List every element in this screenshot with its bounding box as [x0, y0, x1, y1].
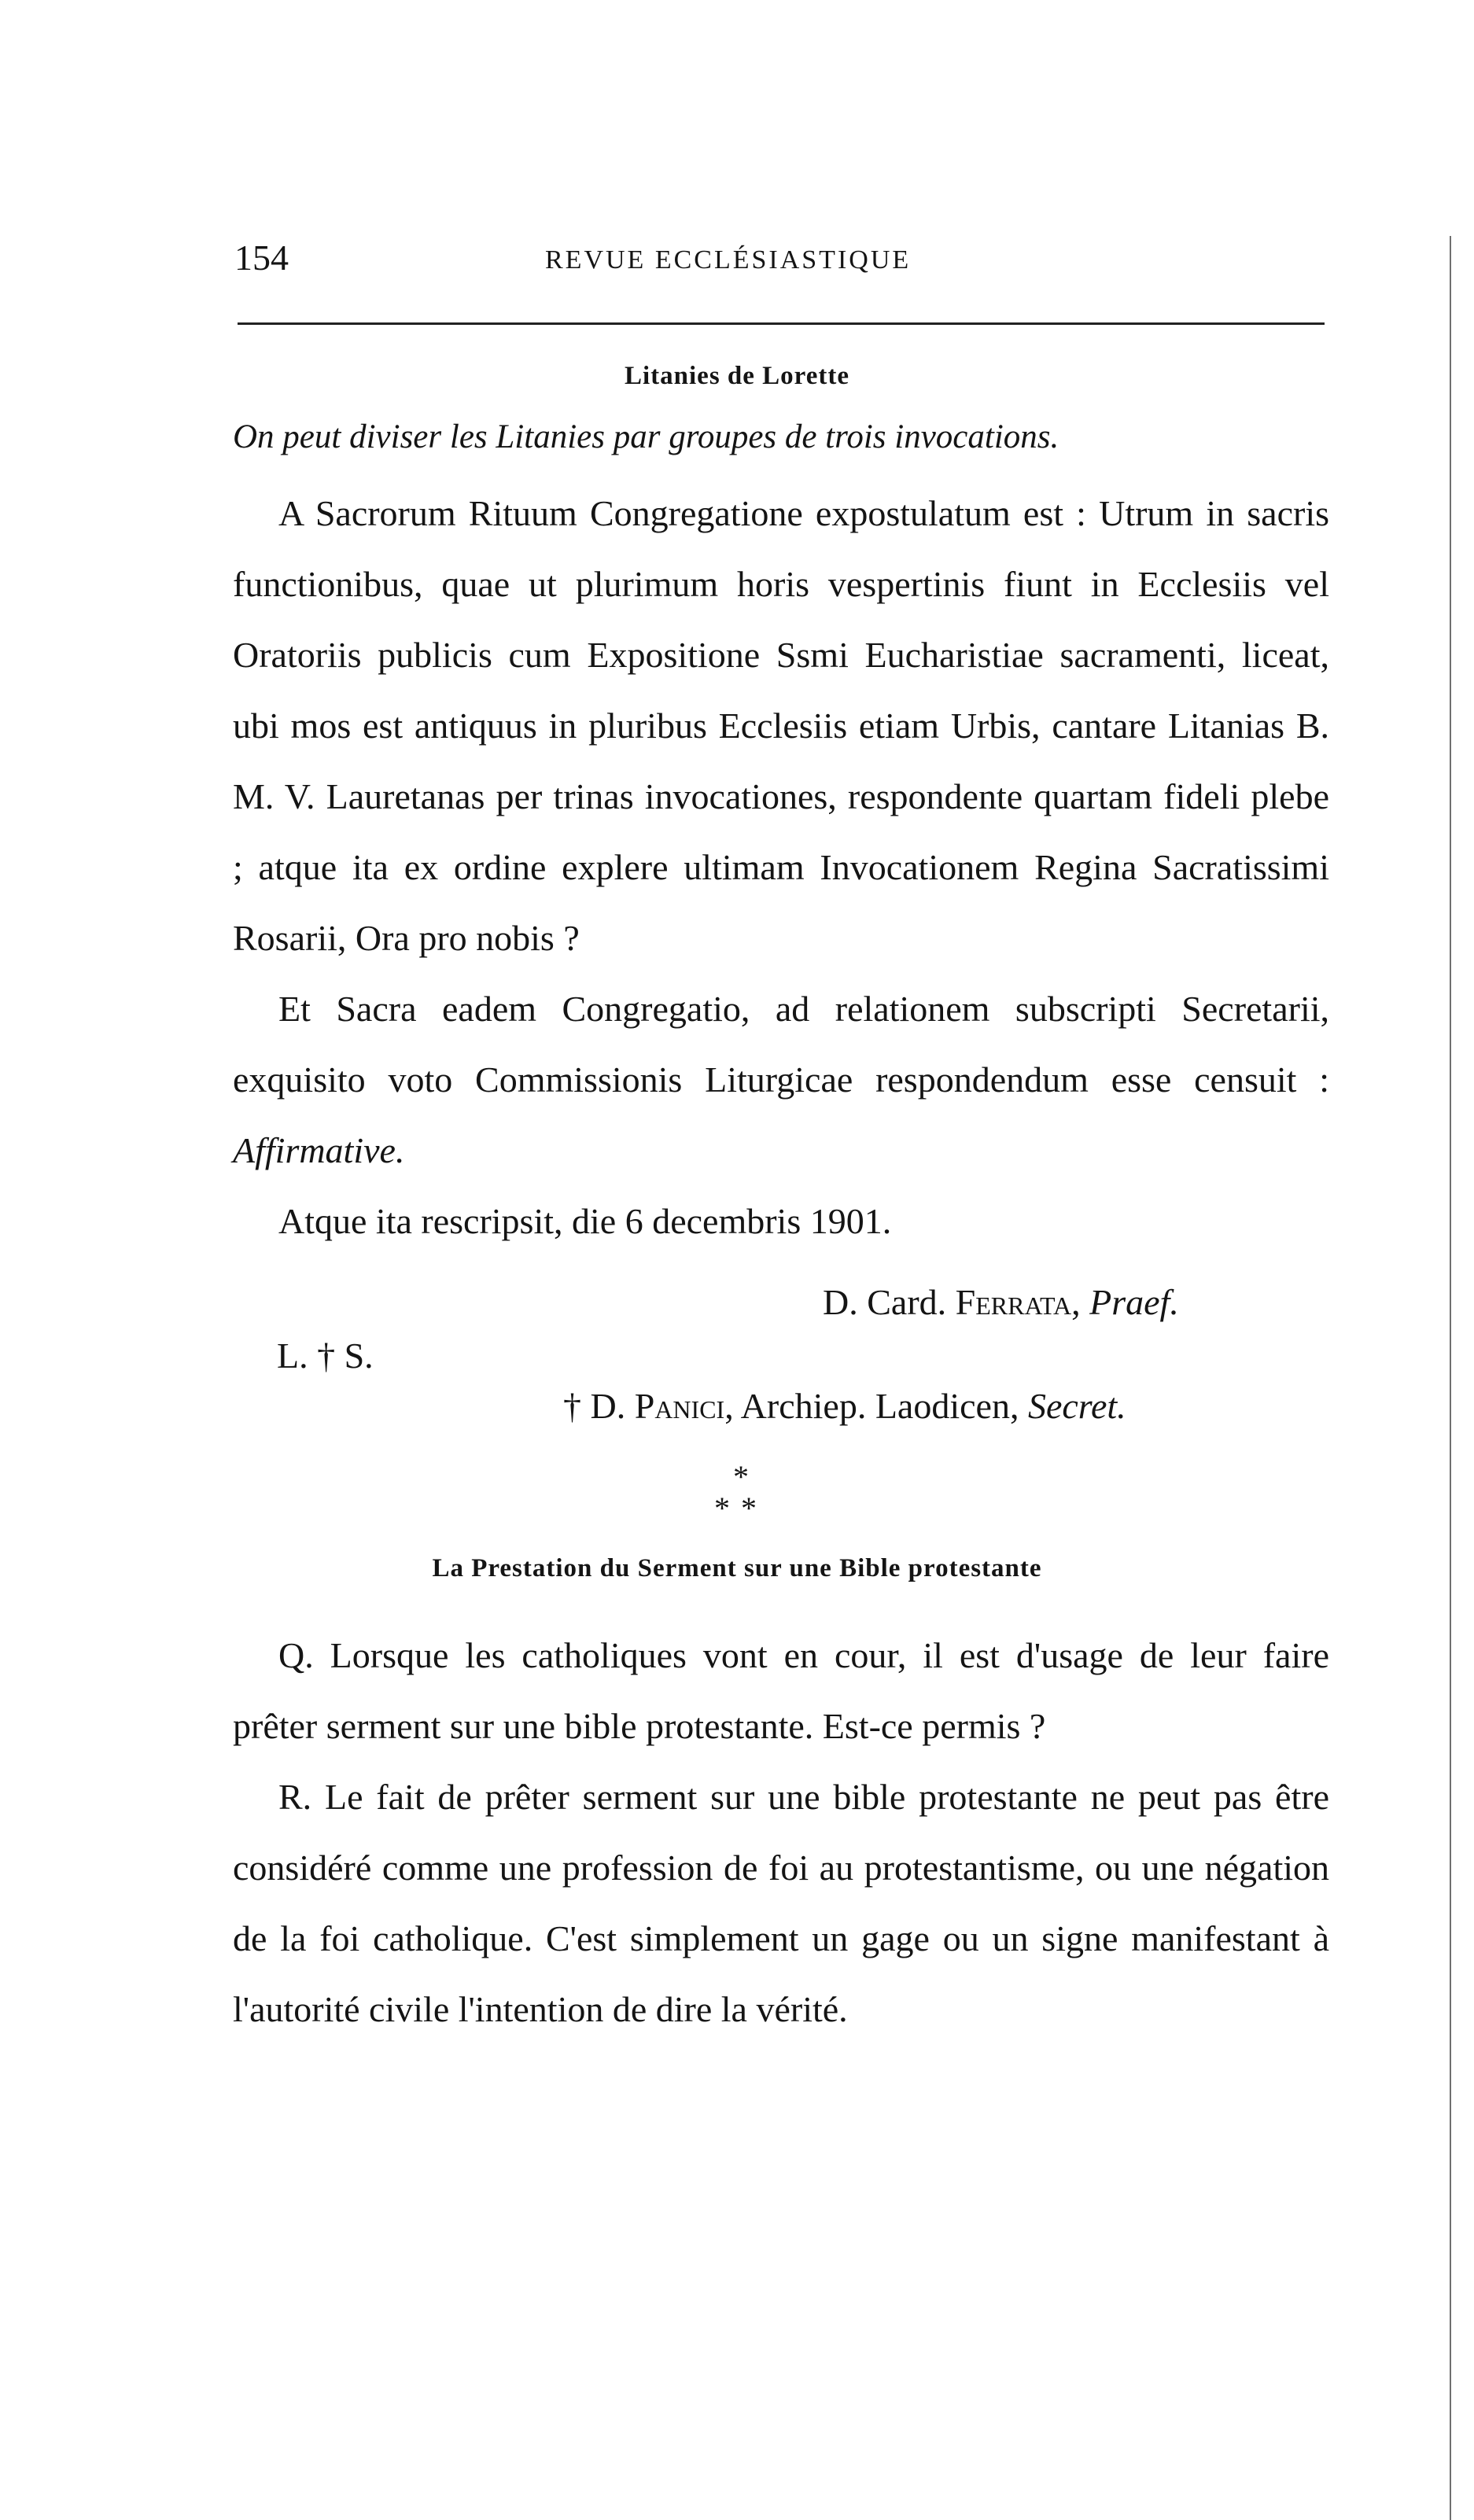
- seal-mark: L. † S.: [277, 1336, 374, 1376]
- signature-secretary-middle: , Archiep. Laodicen,: [724, 1386, 1028, 1426]
- signature-secretary-prefix: † D.: [563, 1386, 635, 1426]
- signature-secretary-name: Panici: [634, 1386, 725, 1426]
- litanies-body: [233, 478, 1329, 1257]
- asterism-bottom: **: [714, 1490, 768, 1526]
- response-text: Et Sacra eadem Congregatio, ad relationem subscripti Secretarii, exquisito voto Commissionis Liturgicae respondendum esse censuit :: [233, 989, 1329, 1100]
- signature-secretary-title: Secret.: [1027, 1386, 1126, 1426]
- section-title-litanies: Litanies de Lorette: [624, 362, 849, 390]
- response-answer: Affirmative.: [233, 1130, 405, 1170]
- paragraph-q: Q. Lorsque les catholiques vont en cour, il est d'usage de leur faire prêter serment sur une bible protestante. Est-ce permis ?: [233, 1635, 1329, 1746]
- signature-prefect: [823, 1279, 1179, 1326]
- page-edge-line: [1450, 236, 1451, 2520]
- running-head: [234, 234, 1328, 282]
- signature-prefect-name: Ferrata: [955, 1282, 1072, 1322]
- asterism-top: *: [733, 1459, 749, 1494]
- header-rule: [238, 322, 1325, 325]
- paragraph-r: R. Le fait de prêter serment sur une bible protestante ne peut pas être considéré comme une profession de foi au protestantisme, ou une négation de la foi catholique. C'est simplement un gage ou un signe manifestant à l'autorité civile l'intention de dire la vérité.: [233, 1777, 1329, 2029]
- signature-prefect-title: Praef.: [1089, 1282, 1179, 1322]
- paragraph-rescript: Atque ita rescripsit, die 6 decembris 1901.: [278, 1201, 892, 1241]
- paragraph-question: A Sacrorum Rituum Congregatione expostulatum est : Utrum in sacris functionibus, quae ut plurimum horis vespertinis fiunt in Ecclesiis vel Oratoriis publicis cum Expositione Ssmi Eucharistiae sacramenti, liceat, ubi mos est antiquus in pluribus Ecclesiis etiam Urbis, cantare Litanias B. M. V. Lauretanas per trinas invocationes, respondente quartam fideli plebe ; atque ita ex ordine explere ultimam Invocationem Regina Sacratissimi Rosarii, Ora pro nobis ?: [233, 493, 1329, 958]
- signature-prefect-sep: ,: [1071, 1282, 1090, 1322]
- serment-body: [233, 1620, 1329, 2045]
- section-title-serment: La Prestation du Serment sur une Bible protestante: [432, 1554, 1042, 1582]
- page-number: 154: [234, 238, 289, 278]
- section-subtitle: On peut diviser les Litanies par groupes de trois invocations.: [233, 418, 1059, 455]
- signature-prefect-prefix: D. Card.: [823, 1282, 956, 1322]
- signature-secretary: [563, 1383, 1126, 1430]
- asterism-separator: [706, 1461, 776, 1524]
- paragraph-response: [233, 974, 1329, 1186]
- journal-title: REVUE ECCLÉSIASTIQUE: [545, 245, 912, 274]
